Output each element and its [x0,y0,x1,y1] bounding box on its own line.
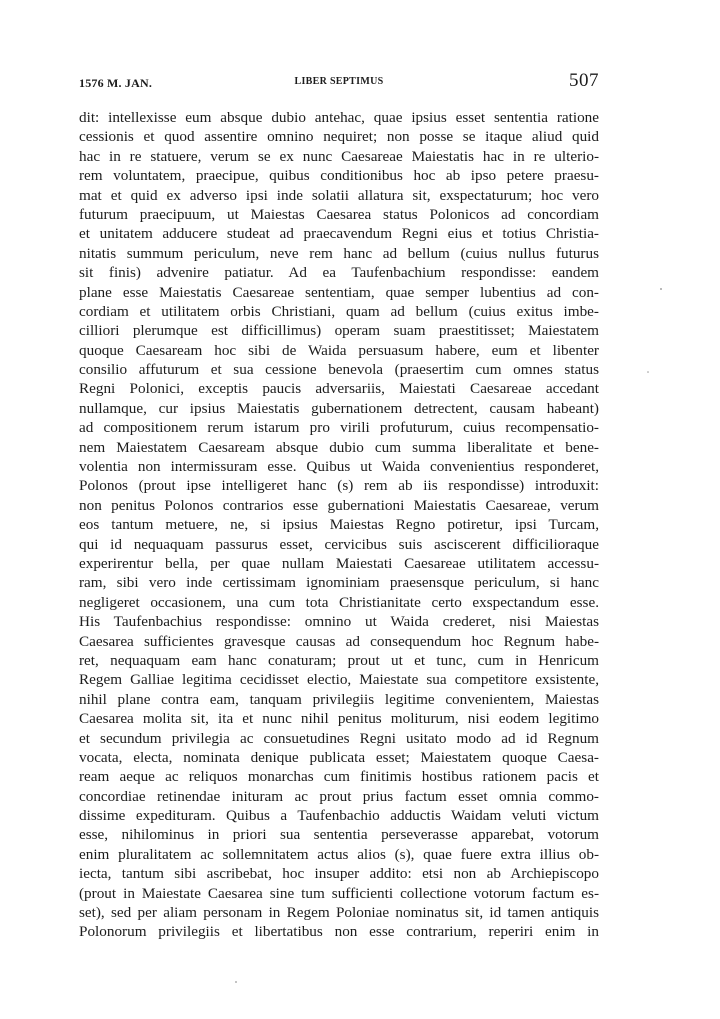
text-line: set), sed per aliam personam in Regem Poloniae nominatus sit, id tamen antiquis [79,904,599,922]
text-line: Polonorum privilegiis et libertatibus non esse contrarium, reperiri enim in [79,923,599,941]
text-line: hac in re statuere, verum se ex nunc Caesareae Maiestatis hac in re ulterio- [79,147,599,165]
text-line: cordiam et utilitatem orbis Christiani, quam ad bellum (cuius exitus imbe- [79,302,599,320]
text-line: non penitus Polonos contrarios esse gubernationi Maiestatis Caesareae, verum [79,496,599,514]
scan-speck [647,371,649,373]
text-line: Caesarea molita sit, ita et nunc nihil penitus moliturum, nisi eodem legitimo [79,710,599,728]
text-line: rem voluntatem, praecipue, quibus conditionibus hoc ab ipso petere praesu- [79,167,599,185]
text-line: vocata, electa, nominata denique publicata esset; Maiestatem quoque Caesa- [79,748,599,766]
text-line: consilio affuturum et sua cessione benevola (praesertim cum omnes status [79,361,599,379]
body-text [79,108,599,942]
text-line: sit finis) advenire patiatur. Ad ea Taufenbachium respondisse: eandem [79,264,599,282]
text-line: enim pluralitatem ac sollemnitatem actus alios (s), quae fuere extra illius ob- [79,845,599,863]
text-line: dissime expedituram. Quibus a Taufenbachio adductis Waidam veluti victum [79,807,599,825]
text-line: et unitatem adducere studeat ad praecavendum Regni eius et totius Christia- [79,225,599,243]
text-line: Polonos (prout ipse intelligeret hanc (s) rem ab iis respondisse) introduxit: [79,477,599,495]
text-line: mat et quid ex adverso ipsi inde solatii allatura sit, exspectaturum; hoc vero [79,186,599,204]
text-line: quoque Caesaream hoc sibi de Waida persuasum habere, eum et libenter [79,341,599,359]
text-line: Caesarea sufficientes gravesque causas ad consequendum hoc Regnum habe- [79,632,599,650]
text-line: Regni Polonici, exceptis paucis adversariis, Maiestati Caesareae accedant [79,380,599,398]
text-line: cilliori plerumque est difficillimus) operam suam praestitisset; Maiestatem [79,322,599,340]
text-line: ram, sibi vero inde certissimam ignominiam praesensque periculum, si hanc [79,574,599,592]
text-line: negligeret occasionem, una cum tota Christianitate certo exspectandum esse. [79,593,599,611]
text-line: eos tantum metuere, ne, si ipsius Maiestas Regno potiretur, ipsi Turcam, [79,516,599,534]
text-line: et secundum privilegia ac consuetudines Regni usitato modo ad id Regnum [79,729,599,747]
text-line: ream aeque ac reliquos monarchas cum finitimis hostibus rationem pacis et [79,768,599,786]
text-line: nem Maiestatem Caesaream absque dubio cum summa liberalitate et bene- [79,438,599,456]
text-line: qui id nequaquam passurus esset, cervicibus suis asciscerent difficilioraque [79,535,599,553]
text-line: nullamque, cur ipsius Maiestatis gubernationem detrectent, causam habeant) [79,399,599,417]
text-line: His Taufenbachius respondisse: omnino ut Waida crederet, nisi Maiestas [79,613,599,631]
text-line: experirentur bella, per quae nullam Maiestati Caesareae utilitatem accessu- [79,554,599,572]
text-line: Regem Galliae legitima cecidisset electio, Maiestate sua competitore exsistente, [79,671,599,689]
header-date: 1576 M. JAN. [79,76,153,90]
text-line: cessionis et quod assentire omnino nequiret; non posse se itaque aliud quid [79,128,599,146]
text-line: concordiae retinendae inituram ac prout prius factum esset omnia commo- [79,787,599,805]
scan-speck [235,981,237,983]
header-book-title: LIBER SEPTIMUS [294,76,384,87]
running-header [79,70,599,96]
text-line: ad compositionem rerum istarum pro virili profuturum, cuius recompensatio- [79,419,599,437]
text-line: esse, nihilominus in priori sua sententia perseverasse apparebat, votorum [79,826,599,844]
text-line: nihil plane contra eam, tanquam privilegiis legitime convenientem, Maiestas [79,690,599,708]
scan-speck [660,288,662,290]
text-line: nitatis summum periculum, neve rem hanc ad bellum (cuius nullus futurus [79,244,599,262]
text-line: futurum praecipuum, ut Maiestas Caesarea status Polonicos ad concordiam [79,205,599,223]
text-line: ret, nequaquam eam hanc conaturam; prout ut et tunc, cum in Henricum [79,651,599,669]
text-line: (prout in Maiestate Caesarea sine tum sufficienti collectione votorum factum es- [79,884,599,902]
text-line: dit: intellexisse eum absque dubio antehac, quae ipsius esset sententia ratione [79,109,599,126]
page-number: 507 [569,70,599,91]
text-line: volentia non intermissuram esse. Quibus ut Waida convenientius responderet, [79,458,599,476]
text-line: plane esse Maiestatis Caesareae sententiam, quae semper lubentius ad con- [79,283,599,301]
text-line: iecta, tantum sibi ascribebat, hoc insuper addito: etsi non ab Archiepiscopo [79,865,599,883]
